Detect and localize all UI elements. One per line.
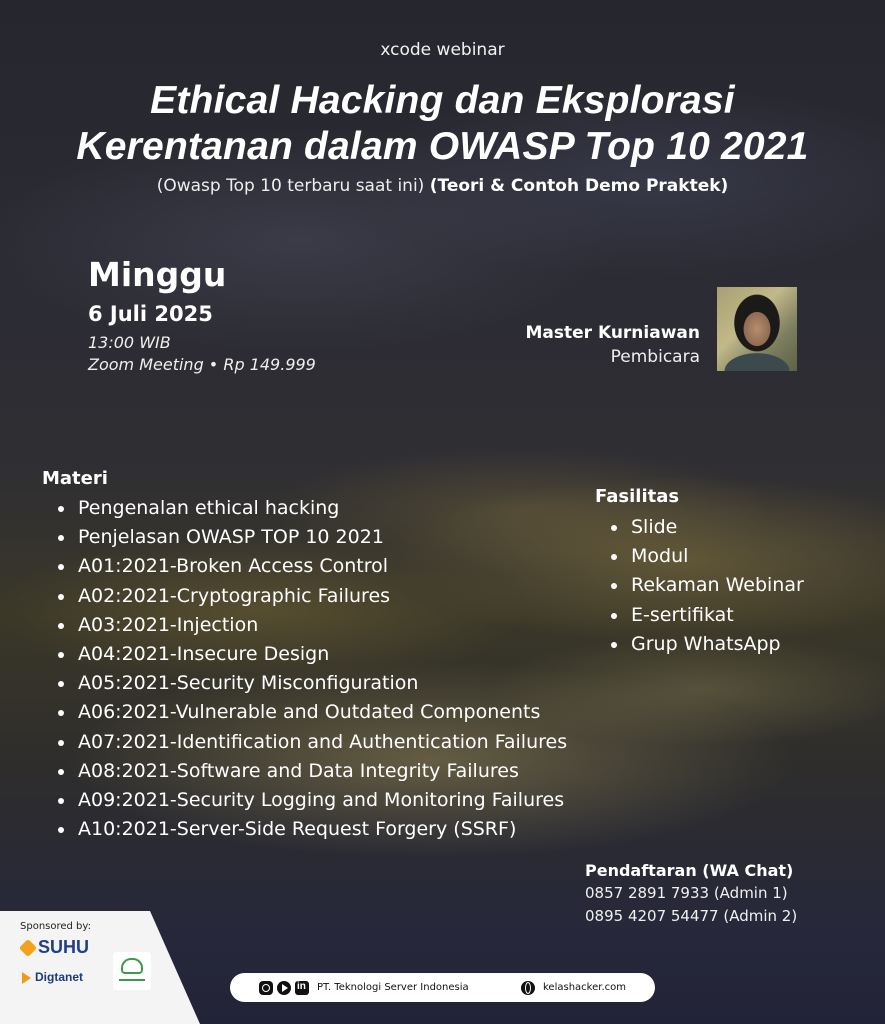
footer-company-name: PT. Teknologi Server Indonesia bbox=[317, 982, 469, 993]
materi-item: Penjelasan OWASP TOP 10 2021 bbox=[78, 523, 567, 552]
footer-website-link[interactable]: kelashacker.com bbox=[543, 982, 626, 993]
speaker-photo bbox=[717, 287, 797, 371]
suhu-logo bbox=[20, 937, 88, 961]
event-day: Minggu bbox=[88, 255, 227, 294]
webinar-title-line-1: Ethical Hacking dan Eksplorasi bbox=[150, 79, 735, 122]
youtube-icon[interactable] bbox=[277, 981, 291, 995]
linkedin-icon[interactable] bbox=[295, 981, 309, 995]
materi-item: A02:2021-Cryptographic Failures bbox=[78, 582, 567, 611]
subtitle-regular: (Owasp Top 10 terbaru saat ini) bbox=[156, 176, 430, 196]
materi-item: A04:2021-Insecure Design bbox=[78, 640, 567, 669]
green-emblem-logo bbox=[113, 952, 151, 990]
materi-item: Pengenalan ethical hacking bbox=[78, 494, 567, 523]
speaker-role: Pembicara bbox=[610, 347, 700, 367]
materi-item: A08:2021-Software and Data Integrity Failures bbox=[78, 757, 567, 786]
materi-item: A05:2021-Security Misconfiguration bbox=[78, 669, 567, 698]
event-venue-price: Zoom Meeting • Rp 149.999 bbox=[88, 355, 316, 374]
materi-item: A07:2021-Identification and Authentication Failures bbox=[78, 728, 567, 757]
registration-contact-admin-1: 0857 2891 7933 (Admin 1) bbox=[585, 884, 788, 902]
subtitle-bold: (Teori & Contoh Demo Praktek) bbox=[429, 176, 729, 196]
fasilitas-item: Grup WhatsApp bbox=[631, 630, 804, 659]
fasilitas-item: Rekaman Webinar bbox=[631, 571, 804, 600]
fasilitas-item: Slide bbox=[631, 513, 804, 542]
fasilitas-item: Modul bbox=[631, 542, 804, 571]
materi-list bbox=[78, 494, 567, 844]
webinar-title-line-2: Kerentanan dalam OWASP Top 10 2021 bbox=[76, 125, 809, 168]
sponsor-label: Sponsored by: bbox=[20, 921, 91, 932]
materi-item: A06:2021-Vulnerable and Outdated Components bbox=[78, 698, 567, 727]
instagram-icon[interactable] bbox=[259, 981, 273, 995]
materi-item: A01:2021-Broken Access Control bbox=[78, 552, 567, 581]
fasilitas-item: E-sertifikat bbox=[631, 601, 804, 630]
webinar-subtitle bbox=[0, 176, 885, 196]
green-emblem-icon bbox=[121, 958, 143, 974]
fasilitas-list bbox=[631, 513, 804, 659]
green-emblem-underline bbox=[119, 979, 145, 981]
materi-item: A03:2021-Injection bbox=[78, 611, 567, 640]
materi-item: A10:2021-Server-Side Request Forgery (SSRF) bbox=[78, 815, 567, 844]
event-time: 13:00 WIB bbox=[88, 333, 171, 352]
registration-contact-admin-2: 0895 4207 54477 (Admin 2) bbox=[585, 907, 798, 925]
speaker-name: Master Kurniawan bbox=[525, 323, 700, 343]
event-date: 6 Juli 2025 bbox=[88, 302, 213, 326]
suhu-logo-mark-icon bbox=[19, 939, 37, 957]
event-series-label: xcode webinar bbox=[380, 40, 505, 60]
digtanet-logo-mark-icon bbox=[22, 972, 31, 984]
materi-heading: Materi bbox=[42, 468, 108, 489]
registration-heading: Pendaftaran (WA Chat) bbox=[585, 861, 794, 880]
materi-item: A09:2021-Security Logging and Monitoring Failures bbox=[78, 786, 567, 815]
fasilitas-heading: Fasilitas bbox=[595, 486, 680, 507]
digtanet-logo bbox=[22, 970, 102, 986]
digtanet-logo-text: Digtanet bbox=[35, 970, 83, 984]
globe-icon bbox=[521, 981, 535, 995]
suhu-logo-text: SUHU bbox=[38, 937, 90, 957]
